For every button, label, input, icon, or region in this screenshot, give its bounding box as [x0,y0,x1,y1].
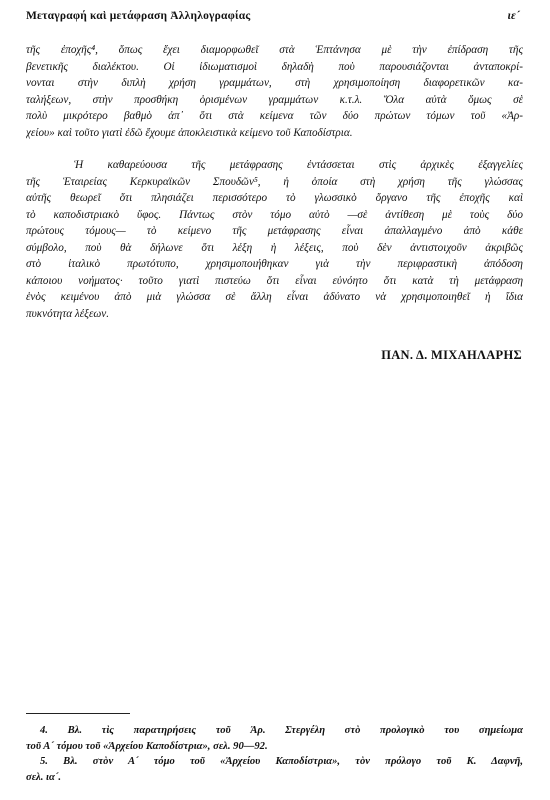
paragraph-line: χείου» καὶ τοῦτο γιατὶ ἐδῶ ἔχουμε ἀποκλειστικὰ κείμενο τοῦ Καποδίστρια. [26,126,353,139]
footnote-divider [26,713,130,714]
paragraph-line: σύμβολο, ποὺ θὰ δήλωνε ὅτι λέξη ἡ λέξεις, ποὺ δὲν ἀντιστοιχοῦν ἀκριβῶς [26,241,523,254]
paragraph-line: αὐτῆς θεωρεῖ ὅτι πλησιάζει περισσότερο τὸ γλωσσικὸ ὄργανο τῆς ἐποχῆς καὶ [26,192,523,204]
paragraph-line: πυκνότητα λέξεων. [26,307,110,320]
paragraph-line: Ἡ καθαρεύουσα τῆς μετάφρασης ἐντάσσεται στὶς ἀρχικὲς ἐξαγγελίες [74,159,523,171]
paragraph-line: τὸ καποδιστριακὸ ὕφος. Πάντως στὸν τόμο αὐτὸ —σὲ ἀντίθεση μὲ τοὺς δύο [26,208,523,221]
paragraph-1 [26,42,523,141]
paragraph-line: ἑνὸς κειμένου ἀπὸ μιὰ γλώσσα σὲ ἄλλη εἶναι ἀδύνατο νὰ χρησιμοποιηθεῖ ἡ ἴδια [26,291,523,303]
paragraph-line: στὸ ἰταλικὸ πρωτότυπο, χρησιμοποιήθηκαν γιὰ τὴν περιφραστικὴ ἀπόδοση [26,258,523,270]
paragraph-line: βενετικῆς διαλέκτου. Οἱ ἰδιωματισμοὶ δηλαδὴ ποὺ παρουσιάζονται ἀνταποκρί- [26,60,523,73]
author-signature: ΠΑΝ. Δ. ΜΙΧΑΗΛΑΡΗΣ [381,348,522,362]
footnote-line: τοῦ Α´ τόμου τοῦ «Ἀρχείου Καποδίστρια», σελ. 90—92. [26,740,268,752]
footnote-line: 4. Βλ. τὶς παρατηρήσεις τοῦ Ἀρ. Στεργέλη στὸ προλογικὸ του σημείωμα [40,725,523,736]
paragraph-line: τῆς ἐποχῆς⁴, ὅπως ἔχει διαμορφωθεῖ στὰ Ἑπτάνησα μὲ τὴν ἐπίδραση τῆς [26,44,523,56]
paragraph-line: τῆς Ἑταιρείας Κερκυραϊκῶν Σπουδῶν⁵, ἡ ὁποία στὴ χρήση τῆς γλώσσας [26,175,523,188]
footnote-line: 5. Βλ. στὸν Α´ τόμο τοῦ «Ἀρχείου Καποδίστρια», τὸν πρόλογο τοῦ Κ. Δαφνῆ, [40,756,523,767]
footnotes [26,723,523,785]
paragraph-line: πρώτους τόμους— τὸ κείμενο τῆς μετάφρασης εἶναι ἀπαλλαγμένο ἀπὸ κάθε [26,225,523,237]
page-number: ιε´ [507,10,520,22]
running-title: Μεταγραφή καὶ μετάφραση Ἀλληλογραφίας [26,10,251,22]
paragraph-line: πολὺ μικρότερο βαθμὸ ἀπ᾽ ὅτι στὰ κείμενα τῶν δύο πρώτων τόμων τοῦ «Ἀρ- [26,110,523,122]
footnote-line: σελ. ια´. [26,771,62,783]
paragraph-2 [26,157,523,322]
paragraph-line: κάποιου νοήματος· τοῦτο γιατὶ πιστεύω ὅτι εἶναι εὐνόητο ὅτι κατὰ τὴ μετάφραση [26,274,523,287]
running-header [26,10,520,26]
paragraph-line: νονται στὴν διπλὴ χρήση γραμμάτων, στὴ χρησιμοποίηση διαφορετικῶν κα- [26,77,523,89]
paragraph-line: ταλήξεων, στὴν προσθήκη ὁρισμένων γραμμάτων κ.τ.λ. Ὅλα αὐτὰ ὅμως σὲ [26,93,523,106]
